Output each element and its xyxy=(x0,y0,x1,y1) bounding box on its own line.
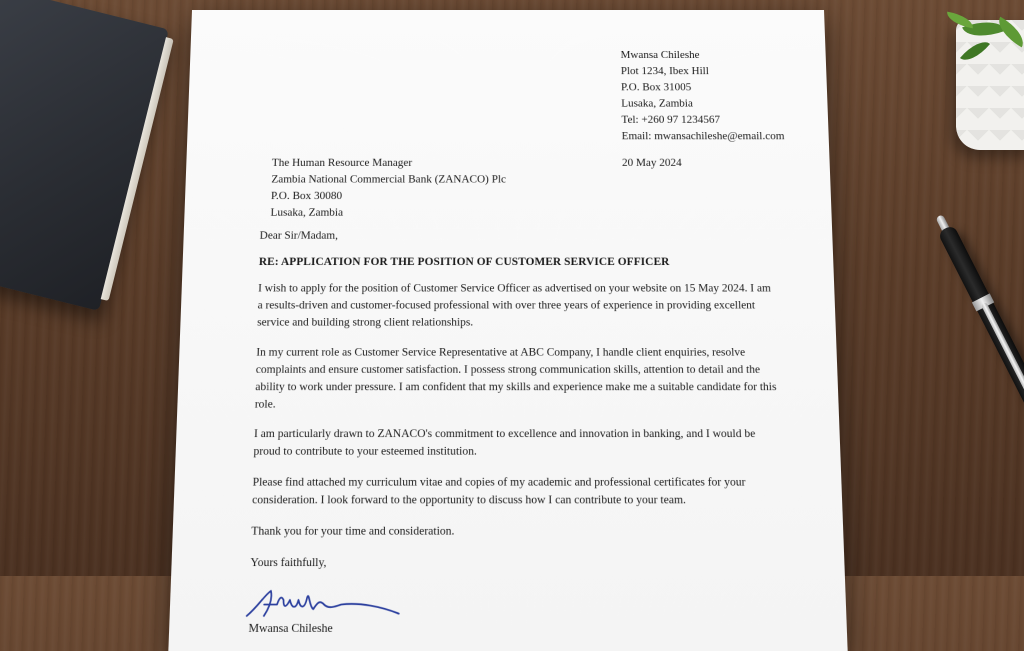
recipient-company: Zambia National Commercial Bank (ZANACO) Plc xyxy=(271,173,506,186)
sender-address-line: Plot 1234, Ibex Hill xyxy=(620,64,709,78)
letter-page xyxy=(168,10,847,651)
sender-address-block xyxy=(620,48,785,172)
sender-phone: Tel: +260 97 1234567 xyxy=(621,113,721,126)
recipient-title: The Human Resource Manager xyxy=(271,156,413,170)
recipient-box: P.O. Box 30080 xyxy=(270,189,343,203)
sender-address-line: P.O. Box 31005 xyxy=(620,81,692,94)
signer-name: Mwansa Chileshe xyxy=(248,621,333,636)
recipient-city: Lusaka, Zambia xyxy=(270,206,344,219)
sender-email: Email: mwansachileshe@email.com xyxy=(621,129,785,142)
sender-city: Lusaka, Zambia xyxy=(621,97,693,110)
sender-name: Mwansa Chileshe xyxy=(620,48,700,62)
closing: Yours faithfully, xyxy=(250,556,327,570)
pen xyxy=(931,212,1024,505)
notebook xyxy=(0,0,169,311)
body-paragraph: Please find attached my curriculum vitae and copies of my academic and professional certificates for your consideration. I look forward to the opportunity to discuss how I can contribute to your team. xyxy=(251,475,746,507)
plant-pot xyxy=(956,20,1024,150)
signature-image xyxy=(242,586,403,620)
recipient-address-block xyxy=(270,156,506,222)
thank-you-line: Thank you for your time and consideration. xyxy=(251,524,455,539)
letter-date: 20 May 2024 xyxy=(621,156,682,169)
body-paragraph: I wish to apply for the position of Customer Service Officer as advertised on your website on 15 May 2024. I am a results-driven and customer-focused professional with over three years of experience in providing excellent service and building strong client relationships. xyxy=(256,281,771,329)
salutation: Dear Sir/Madam, xyxy=(259,229,339,242)
notebook-pages xyxy=(101,37,174,301)
leaf-icon xyxy=(945,12,975,29)
body-paragraph: I am particularly drawn to ZANACO's commitment to excellence and innovation in banking, and I would be proud to contribute to your esteemed institution. xyxy=(253,427,756,459)
subject-line: RE: APPLICATION FOR THE POSITION OF CUSTOMER SERVICE OFFICER xyxy=(258,255,670,269)
letter-body xyxy=(248,228,785,639)
leaf-icon xyxy=(960,35,990,67)
body-paragraph: In my current role as Customer Service Representative at ABC Company, I handle client enquiries, resolve complaints and ensure customer satisfaction. I possess strong communication skills, attention to detail and the ability to work under pressure. I am confident that my skills and experience make me a suitable candidate for this role. xyxy=(254,345,777,411)
